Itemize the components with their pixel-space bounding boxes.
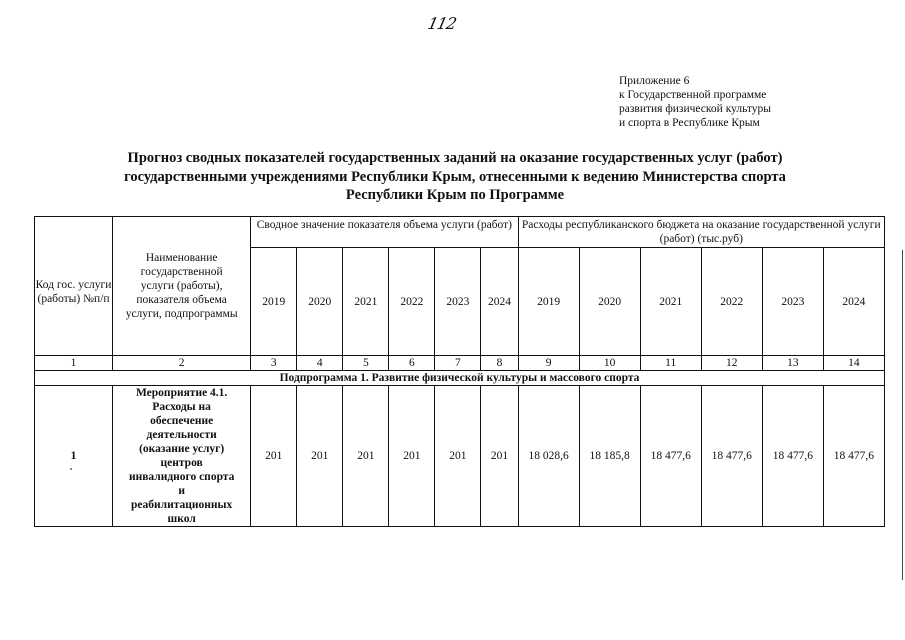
appendix-line: к Государственной программе [619, 89, 767, 101]
volume-value: 201 [481, 386, 518, 527]
column-number: 7 [435, 356, 481, 371]
column-number: 1 [35, 356, 113, 371]
column-number: 11 [640, 356, 701, 371]
appendix-line: Приложение 6 [619, 75, 690, 87]
title-line: государственными учреждениями Республики Крым, отнесенными к ведению Министерства спорта [124, 168, 786, 185]
year-cell: 2019 [251, 248, 297, 356]
row-name: Мероприятие 4.1. Расходы на обеспечение деятельности (оказание услуг) центров инвалидного спорта и реабилитационных школ [113, 386, 251, 527]
appendix-note [619, 74, 771, 130]
volume-value: 201 [389, 386, 435, 527]
volume-value: 201 [435, 386, 481, 527]
volume-value: 201 [343, 386, 389, 527]
year-cell: 2022 [389, 248, 435, 356]
column-number: 10 [579, 356, 640, 371]
year-cell: 2020 [579, 248, 640, 356]
budget-value: 18 477,6 [640, 386, 701, 527]
subprogram-row [35, 371, 885, 386]
title-line: Прогноз сводных показателей государственных заданий на оказание государственных услуг (работ) [127, 150, 783, 166]
appendix-line: и спорта в Республике Крым [619, 117, 760, 129]
column-number: 14 [823, 356, 884, 371]
header-code: Код гос. услуги (работы) №п/п [35, 217, 113, 356]
year-cell: 2023 [435, 248, 481, 356]
header-budget-group: Расходы республиканского бюджета на оказание государственной услуги (работ) (тыс.руб) [518, 217, 884, 248]
scan-edge-line [902, 250, 903, 580]
column-number: 8 [481, 356, 518, 371]
column-number-row [35, 356, 885, 371]
scan-speck [70, 468, 72, 470]
column-number: 4 [297, 356, 343, 371]
appendix-line: развития физической культуры [619, 103, 772, 115]
header-name: Наименование государственной услуги (работы), показателя объема услуги, подпрограммы [113, 217, 251, 356]
column-number: 3 [251, 356, 297, 371]
column-number: 12 [701, 356, 762, 371]
row-number: 1 [35, 386, 113, 527]
table-row [35, 386, 885, 527]
header-volume-group: Сводное значение показателя объема услуги (работ) [251, 217, 518, 248]
column-number: 6 [389, 356, 435, 371]
forecast-table [34, 216, 885, 527]
volume-value: 201 [251, 386, 297, 527]
column-number: 2 [113, 356, 251, 371]
year-cell: 2021 [343, 248, 389, 356]
year-cell: 2020 [297, 248, 343, 356]
budget-value: 18 477,6 [762, 386, 823, 527]
year-cell: 2021 [640, 248, 701, 356]
column-number: 13 [762, 356, 823, 371]
budget-value: 18 477,6 [701, 386, 762, 527]
volume-value: 201 [297, 386, 343, 527]
budget-value: 18 185,8 [579, 386, 640, 527]
column-number: 5 [343, 356, 389, 371]
year-cell: 2023 [762, 248, 823, 356]
subprogram-title: Подпрограмма 1. Развитие физической культуры и массового спорта [35, 371, 885, 386]
budget-value: 18 028,6 [518, 386, 579, 527]
column-number: 9 [518, 356, 579, 371]
year-cell: 2024 [481, 248, 518, 356]
budget-value: 18 477,6 [823, 386, 884, 527]
page-number: 112 [425, 14, 458, 33]
year-cell: 2019 [518, 248, 579, 356]
title-line: Республики Крым по Программе [345, 187, 565, 203]
year-cell: 2024 [823, 248, 884, 356]
document-title [60, 149, 850, 205]
year-cell: 2022 [701, 248, 762, 356]
header-row-groups [35, 217, 885, 248]
